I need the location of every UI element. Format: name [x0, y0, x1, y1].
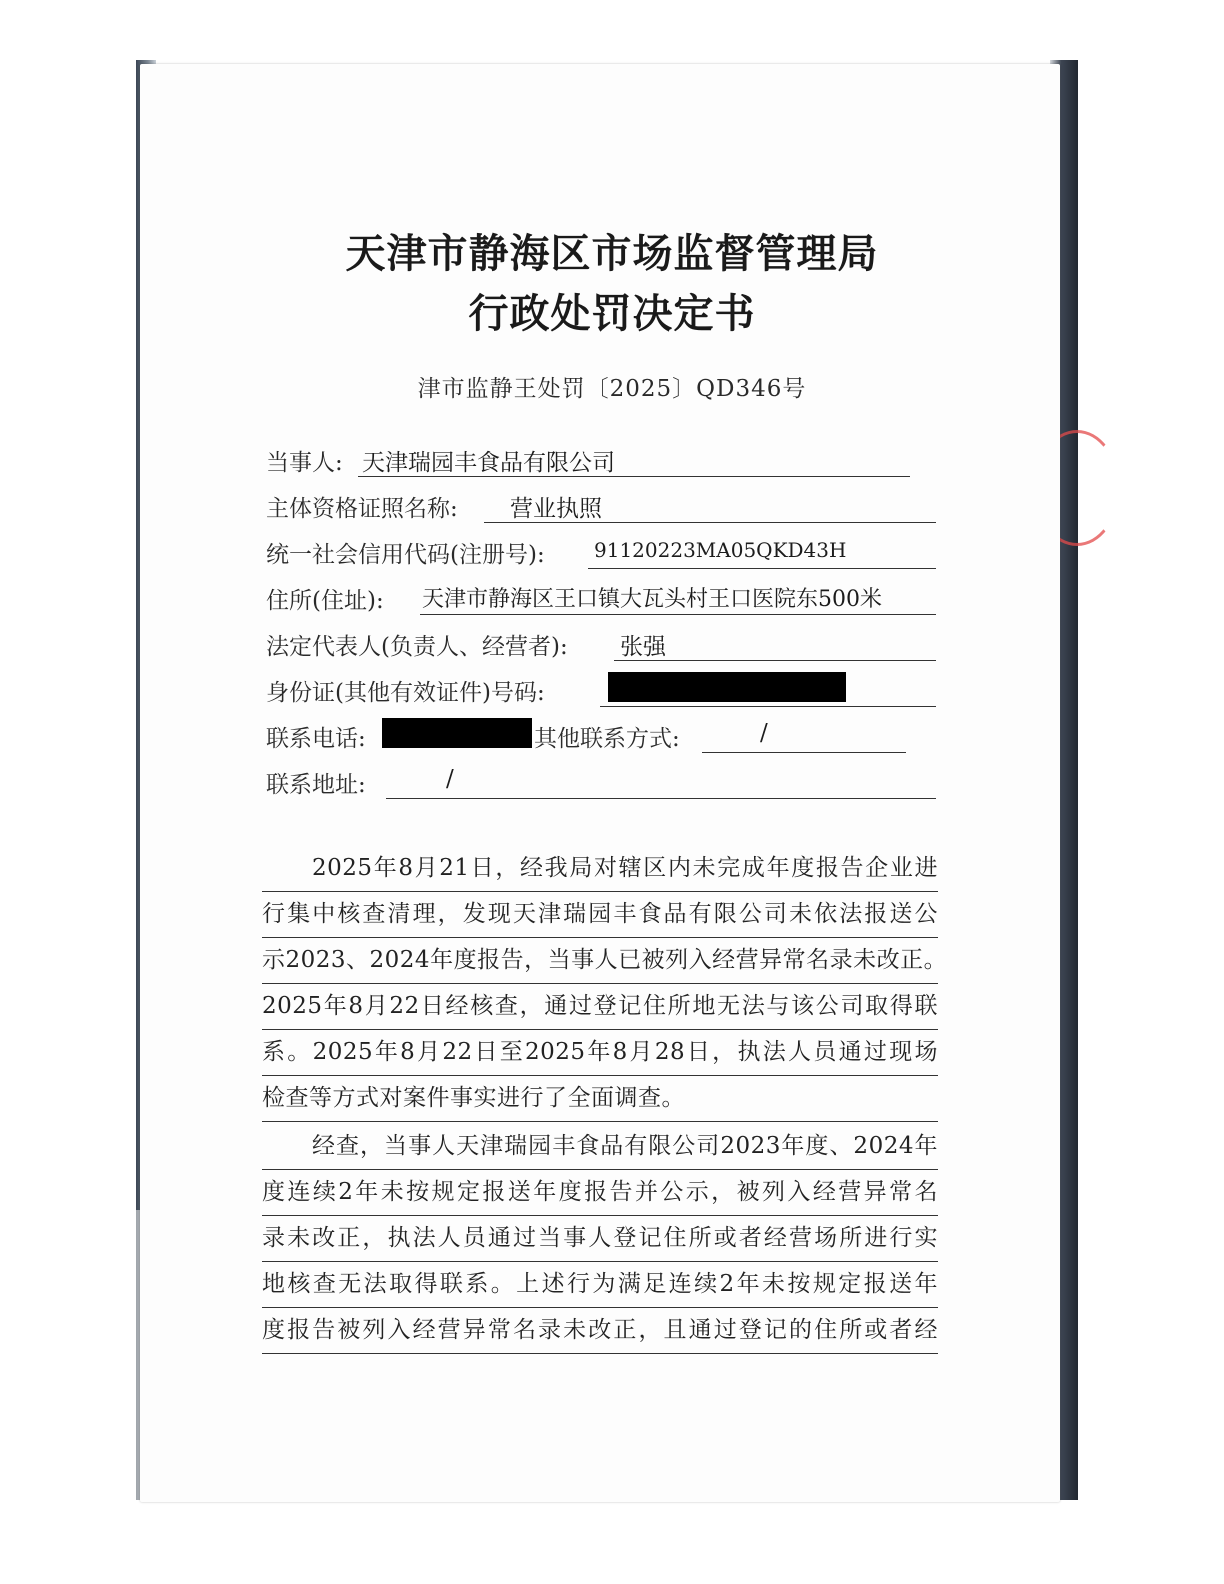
contact-address-value: /: [446, 766, 454, 792]
address-value: 天津市静海区王口镇大瓦头村王口医院东500米: [422, 587, 882, 612]
paragraph-line: 2025年8月22日经核查，通过登记住所地无法与该公司取得联: [262, 984, 938, 1030]
credit-code-underline: [588, 568, 936, 569]
other-contact-value: /: [760, 720, 768, 746]
credit-code-value: 91120223MA05QKD43H: [594, 538, 847, 562]
paragraph-line: 录未改正，执法人员通过当事人登记住所或者经营场所进行实: [262, 1216, 938, 1262]
document-number: 津市监静王处罚〔2025〕QD346号: [417, 376, 807, 402]
paragraph-line: 地核查无法取得联系。上述行为满足连续2年未按规定报送年: [262, 1262, 938, 1308]
license-label: 主体资格证照名称:: [266, 496, 458, 522]
document-title-line1: 天津市静海区市场监督管理局: [345, 230, 879, 277]
paragraph-line: 2025年8月21日，经我局对辖区内未完成年度报告企业进: [262, 846, 938, 892]
legal-rep-value: 张强: [620, 634, 666, 660]
phone-label: 联系电话:: [266, 726, 366, 752]
legal-rep-field: [266, 628, 938, 662]
party-label: 当事人:: [266, 450, 343, 476]
address-underline: [420, 614, 936, 615]
address-field: [266, 582, 938, 616]
paragraph-line: 行集中核查清理，发现天津瑞园丰食品有限公司未依法报送公: [262, 892, 938, 938]
id-number-field: [266, 674, 938, 708]
id-number-redaction: [608, 672, 846, 702]
paragraph-line: 经查，当事人天津瑞园丰食品有限公司2023年度、2024年: [262, 1124, 938, 1170]
findings-paragraph: [262, 846, 948, 1122]
paragraph-line: 度报告被列入经营异常名录未改正，且通过登记的住所或者经: [262, 1308, 938, 1354]
document-title-line2: 行政处罚决定书: [468, 290, 756, 337]
contact-address-field: [266, 766, 938, 800]
paragraph-line: 检查等方式对案件事实进行了全面调查。: [262, 1076, 938, 1122]
legal-rep-label: 法定代表人(负责人、经营者):: [266, 634, 568, 660]
contact-address-underline: [386, 798, 936, 799]
paragraph-line: 系。2025年8月22日至2025年8月28日，执法人员通过现场: [262, 1030, 938, 1076]
paragraph-line: 示2023、2024年度报告，当事人已被列入经营异常名录未改正。: [262, 938, 938, 984]
phone-field: [266, 720, 938, 754]
id-number-label: 身份证(其他有效证件)号码:: [266, 680, 545, 706]
id-number-underline: [600, 706, 936, 707]
other-contact-label: 其他联系方式:: [534, 726, 680, 752]
investigation-paragraph: [262, 1124, 938, 1354]
credit-code-field: [266, 536, 938, 570]
party-value: 天津瑞园丰食品有限公司: [362, 450, 615, 476]
paragraph-line: 度连续2年未按规定报送年度报告并公示，被列入经营异常名: [262, 1170, 938, 1216]
phone-redaction: [382, 718, 532, 748]
license-value: 营业执照: [510, 496, 602, 522]
other-contact-underline: [702, 752, 906, 753]
credit-code-label: 统一社会信用代码(注册号):: [266, 542, 545, 568]
party-field: [266, 444, 916, 478]
license-field: [266, 490, 938, 524]
contact-address-label: 联系地址:: [266, 772, 366, 798]
address-label: 住所(住址):: [266, 588, 384, 614]
